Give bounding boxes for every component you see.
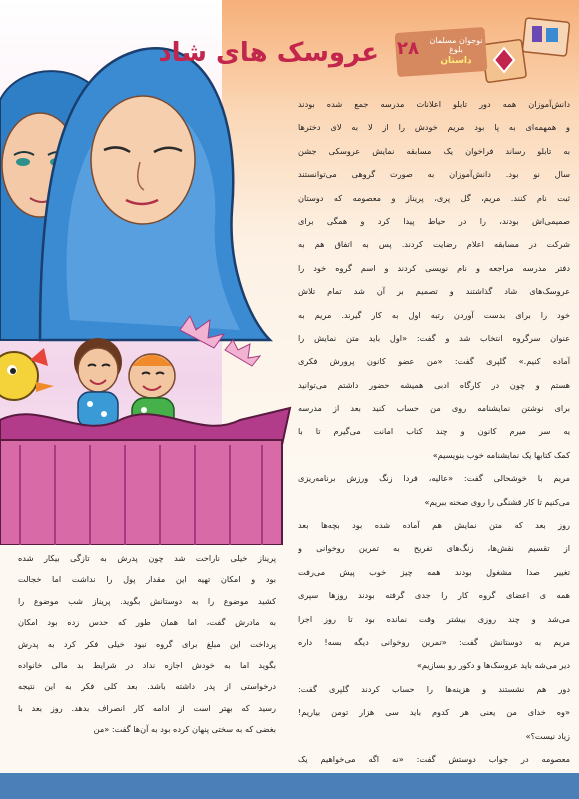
section-label: داستان: [440, 56, 472, 66]
text-line: یه سر میرم کانون و چند کتاب امانت می‌گیرم تا با: [298, 426, 570, 437]
text-line: کمک کتابها یک نمایشنامه خوب بنویسیم»: [432, 449, 570, 460]
text-line: از تقسیم نقش‌ها، زنگ‌های تفریح به تمرین روخوانی و: [298, 543, 570, 554]
series-label: نوجوان مسلمان بلوغ: [429, 36, 483, 54]
text-line: «وه خدای من یعنی هر کدوم باید سی هزار تومن بیاریم!: [298, 707, 570, 718]
text-line: ثبت نام کنند. مریم، گل پری، پریناز و معصومه که دوستان: [298, 192, 570, 203]
text-line: صمیمی‌اش بودند، را در حیاط پیدا کرد و همگی برای: [298, 215, 570, 226]
text-line: رسید که بهتر است از ادامه کار انصراف بدهد. روز بعد با: [18, 702, 276, 713]
text-line: خود را برای بدست آوردن رتبه اول به کار گیرند. مریم به: [298, 309, 570, 320]
story-title: عروسک های شاد: [158, 38, 379, 68]
text-line: عنوان سرگروه انتخاب شد و گفت: «اول باید متن نمایش را: [298, 332, 570, 343]
text-line: هستم و چون در کارگاه ادبی همیشه حضور داشتم می‌توانید: [298, 379, 570, 390]
text-line: زیاد نیست؟»: [525, 730, 570, 741]
text-line: تغییر صدا مشغول بودند همه چیز خوب پیش می‌رفت: [298, 566, 570, 577]
article-right-column: [298, 93, 570, 795]
girl-puppet-dark: [74, 338, 122, 428]
text-line: معصومه در جواب دوستش گفت: «نه اگه می‌خواهیم یک: [298, 753, 570, 764]
text-line: عروسک‌های شاد گذاشتند و تصمیم بر آن شد تمام تلاش: [298, 286, 570, 297]
text-line: دفتر مدرسه مراجعه و نام نویسی کردند و اسم گروه خود را: [298, 262, 570, 273]
text-line: بود و امکان تهیه این مقدار پول را نداشت اما خجالت: [18, 574, 276, 585]
puppet-show-illustration: [0, 0, 298, 545]
text-line: آماده کنیم.» گلپری گفت: «من عضو کانون پرورش فکری: [298, 356, 570, 367]
text-line: برای نوشتن نمایشنامه روی من حساب کنید بعد از مدرسه: [298, 403, 570, 414]
bird-puppet: [0, 348, 54, 400]
text-line: و همهمه‌ای به پا بود مریم خودش را از لا به لای دخترها: [298, 122, 570, 133]
text-line: مریم با خوشحالی گفت: «عالیه، فردا زنگ ورزش برنامه‌ریزی: [298, 473, 570, 484]
text-line: شرکت در مسابقه اعلام رضایت کردند. پس به اتفاق هم به: [298, 239, 570, 250]
article-left-column: [18, 548, 276, 741]
text-line: سال نو بود. دانش‌آموزان به صورت گروهی می‌توانستند: [298, 169, 570, 180]
text-line: می‌کنیم تا کار قشنگی را روی صحنه ببریم»: [424, 496, 570, 507]
footer-bar: [0, 773, 579, 799]
text-line: همه ی اعضای گروه کار را جدی گرفته بودند روزها سپری: [298, 590, 570, 601]
text-line: پریناز خیلی ناراحت شد چون پدرش به تازگی بیکار شده: [18, 553, 276, 563]
text-line: روز بعد که متن نمایش هم آماده شده بود بچه‌ها بعد: [298, 520, 570, 531]
text-line: به مادرش گفت، اما همان طور که حدس زده بود امکان: [18, 617, 276, 628]
text-line: دیر می‌شه باید عروسک‌ها و دکور رو بسازیم»: [416, 660, 570, 671]
text-line: دانش‌آموزان همه دور تابلو اعلانات مدرسه جمع شده بودند: [298, 99, 570, 109]
text-line: دور هم نشستند و هزینه‌ها را حساب کردند گلپری گفت:: [298, 683, 570, 694]
text-line: بگوید اما به خودش اجازه نداد در شرایط بد مالی خانواده: [18, 659, 276, 670]
text-line: درخواستی از پدر داشته باشد. بعد کلی فکر به این نتیجه: [18, 681, 276, 692]
text-line: مریم به دوستانش گفت: «تمرین روخوانی دیگه بسه! داره: [298, 636, 570, 647]
text-line: بغضی که به سختی پنهان کرده بود به آن‌ها گفت: «من: [93, 724, 276, 735]
text-line: پرداخت این مبلغ برای گروه نبود خیلی فکر کرد به پدرش: [18, 638, 276, 649]
text-line: می‌شد و چند روزی بیشتر وقت نمانده بود تا روز اجرا: [298, 613, 570, 624]
text-line: به تابلو رساند فراخوان یک مسابقه نمایش عروسکی جشن: [298, 145, 570, 156]
page-number: ۲۸: [397, 38, 419, 59]
text-line: کشید موضوع را به دوستانش بگوید. پریناز شب موضوع را: [18, 595, 276, 606]
section-stamp-icons: [480, 14, 576, 84]
